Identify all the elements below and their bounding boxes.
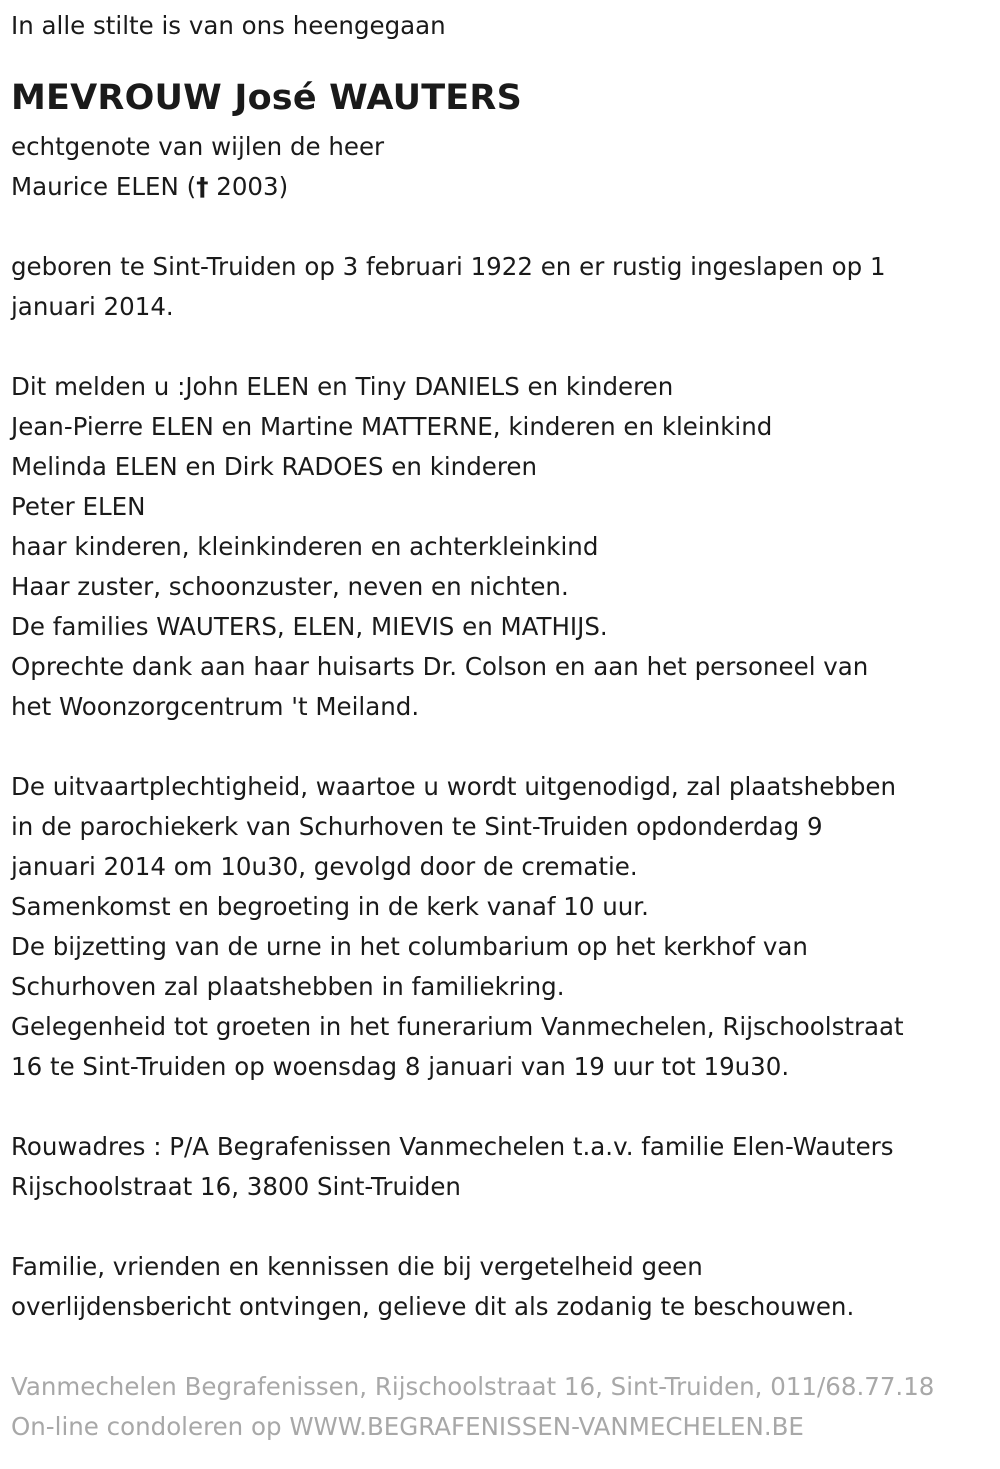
family-line: De families WAUTERS, ELEN, MIEVIS en MATHIJS. (11, 612, 608, 641)
footer-website-line: On-line condoleren op WWW.BEGRAFENISSEN-VANMECHELEN.BE (11, 1412, 804, 1441)
notice-line: Familie, vrienden en kennissen die bij vergetelheid geen (11, 1252, 703, 1281)
spouse-line: echtgenote van wijlen de heer (11, 132, 385, 161)
funeral-line: 16 te Sint-Truiden op woensdag 8 januari van 19 uur tot 19u30. (11, 1052, 790, 1081)
spacer (11, 1327, 991, 1367)
funeral-line: De bijzetting van de urne in het columbarium op het kerkhof van (11, 932, 808, 961)
spacer (11, 1087, 991, 1127)
funeral-section (11, 767, 991, 1087)
spacer (11, 327, 991, 367)
spacer (11, 207, 991, 247)
family-line: Haar zuster, schoonzuster, neven en nichten. (11, 572, 569, 601)
spouse-name-suffix: 2003) (208, 172, 289, 201)
funeral-line: januari 2014 om 10u30, gevolgd door de crematie. (11, 852, 638, 881)
intro-text: In alle stilte is van ons heengegaan (11, 11, 446, 40)
spouse-name-line (11, 167, 991, 207)
obituary-document (11, 6, 991, 1447)
family-line: Dit melden u :John ELEN en Tiny DANIELS en kinderen (11, 372, 674, 401)
footer (11, 1367, 991, 1447)
family-section (11, 367, 991, 727)
deceased-name: MEVROUW José WAUTERS (11, 78, 522, 118)
family-line: Melinda ELEN en Dirk RADOES en kinderen (11, 452, 537, 481)
spacer (11, 1207, 991, 1247)
spacer (11, 727, 991, 767)
family-line: het Woonzorgcentrum 't Meiland. (11, 692, 420, 721)
funeral-line: De uitvaartplechtigheid, waartoe u wordt uitgenodigd, zal plaatshebben (11, 772, 896, 801)
footer-contact-line: Vanmechelen Begrafenissen, Rijschoolstraat 16, Sint-Truiden, 011/68.77.18 (11, 1372, 935, 1401)
family-line: haar kinderen, kleinkinderen en achterkleinkind (11, 532, 599, 561)
notice-line: overlijdensbericht ontvingen, gelieve dit als zodanig te beschouwen. (11, 1292, 855, 1321)
notice-section (11, 1247, 991, 1327)
address-line: Rijschoolstraat 16, 3800 Sint-Truiden (11, 1172, 461, 1201)
address-section (11, 1127, 991, 1207)
funeral-line: in de parochiekerk van Schurhoven te Sint-Truiden opdonderdag 9 (11, 812, 823, 841)
birth-death-line: geboren te Sint-Truiden op 3 februari 1922 en er rustig ingeslapen op 1 (11, 252, 886, 281)
family-line: Jean-Pierre ELEN en Martine MATTERNE, kinderen en kleinkind (11, 412, 773, 441)
spouse-name-prefix: Maurice ELEN ( (11, 172, 197, 201)
family-line: Peter ELEN (11, 492, 146, 521)
address-line: Rouwadres : P/A Begrafenissen Vanmechelen t.a.v. familie Elen-Wauters (11, 1132, 894, 1161)
family-line: Oprechte dank aan haar huisarts Dr. Colson en aan het personeel van (11, 652, 869, 681)
funeral-line: Schurhoven zal plaatshebben in familiekring. (11, 972, 565, 1001)
cross-icon: † (196, 172, 209, 201)
funeral-line: Gelegenheid tot groeten in het funerarium Vanmechelen, Rijschoolstraat (11, 1012, 904, 1041)
birth-death-line: januari 2014. (11, 292, 174, 321)
funeral-line: Samenkomst en begroeting in de kerk vanaf 10 uur. (11, 892, 649, 921)
